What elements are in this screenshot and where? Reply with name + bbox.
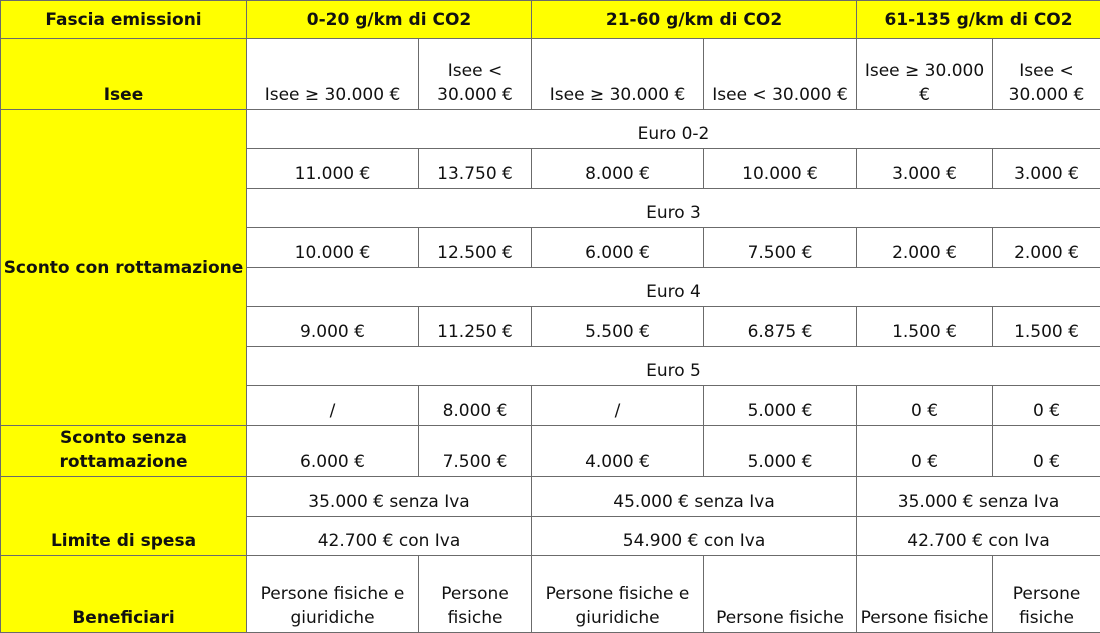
- euro-group-row: [1, 110, 1100, 149]
- value-cell: 8.000 €: [419, 386, 532, 426]
- euro-group-title: Euro 3: [247, 189, 1100, 228]
- value-cell: 11.000 €: [247, 149, 419, 189]
- euro-group-title: Euro 4: [247, 268, 1100, 307]
- value-cell: 13.750 €: [419, 149, 532, 189]
- value-cell: 0 €: [857, 426, 993, 477]
- value-cell: 2.000 €: [857, 228, 993, 268]
- isee-cell: Isee < 30.000 €: [993, 39, 1100, 110]
- limite-row: [1, 477, 1100, 517]
- value-cell: 7.500 €: [419, 426, 532, 477]
- beneficiari-cell: Persone fisiche: [857, 556, 993, 633]
- value-cell: 5.000 €: [704, 426, 857, 477]
- value-cell: 1.500 €: [993, 307, 1100, 347]
- value-cell: 2.000 €: [993, 228, 1100, 268]
- value-cell: 4.000 €: [532, 426, 704, 477]
- isee-row: [1, 39, 1100, 110]
- limite-label: Limite di spesa: [1, 477, 247, 556]
- value-cell: 6.000 €: [532, 228, 704, 268]
- limite-senza-iva: 35.000 € senza Iva: [247, 477, 532, 517]
- isee-cell: Isee ≥ 30.000 €: [857, 39, 993, 110]
- value-cell: 5.500 €: [532, 307, 704, 347]
- value-cell: 9.000 €: [247, 307, 419, 347]
- value-cell: 0 €: [993, 426, 1100, 477]
- isee-cell: Isee ≥ 30.000 €: [532, 39, 704, 110]
- value-cell: 6.000 €: [247, 426, 419, 477]
- beneficiari-row: [1, 556, 1100, 633]
- value-cell: 0 €: [993, 386, 1100, 426]
- value-cell: /: [247, 386, 419, 426]
- band-header: 21-60 g/km di CO2: [532, 1, 857, 39]
- limite-senza-iva: 35.000 € senza Iva: [857, 477, 1100, 517]
- isee-label: Isee: [1, 39, 247, 110]
- header-row: [1, 1, 1100, 39]
- sconto-senza-row: [1, 426, 1100, 477]
- value-cell: 1.500 €: [857, 307, 993, 347]
- band-header: 61-135 g/km di CO2: [857, 1, 1100, 39]
- value-cell: 12.500 €: [419, 228, 532, 268]
- beneficiari-cell: Persone fisiche: [704, 556, 857, 633]
- value-cell: 10.000 €: [247, 228, 419, 268]
- beneficiari-cell: Persone fisiche e giuridiche: [532, 556, 704, 633]
- limite-con-iva: 42.700 € con Iva: [857, 517, 1100, 556]
- beneficiari-cell: Persone fisiche e giuridiche: [247, 556, 419, 633]
- euro-group-title: Euro 0-2: [247, 110, 1100, 149]
- band-label: Fascia emissioni: [1, 1, 247, 39]
- limite-senza-iva: 45.000 € senza Iva: [532, 477, 857, 517]
- beneficiari-cell: Persone fisiche: [419, 556, 532, 633]
- beneficiari-cell: Persone fisiche: [993, 556, 1100, 633]
- euro-group-title: Euro 5: [247, 347, 1100, 386]
- limite-con-iva: 54.900 € con Iva: [532, 517, 857, 556]
- value-cell: 5.000 €: [704, 386, 857, 426]
- isee-cell: Isee < 30.000 €: [704, 39, 857, 110]
- isee-cell: Isee ≥ 30.000 €: [247, 39, 419, 110]
- band-header: 0-20 g/km di CO2: [247, 1, 532, 39]
- value-cell: 10.000 €: [704, 149, 857, 189]
- value-cell: /: [532, 386, 704, 426]
- beneficiari-label: Beneficiari: [1, 556, 247, 633]
- limite-con-iva: 42.700 € con Iva: [247, 517, 532, 556]
- value-cell: 8.000 €: [532, 149, 704, 189]
- isee-cell: Isee < 30.000 €: [419, 39, 532, 110]
- value-cell: 3.000 €: [993, 149, 1100, 189]
- value-cell: 7.500 €: [704, 228, 857, 268]
- sconto-senza-label: Sconto senza rottamazione: [1, 426, 247, 477]
- value-cell: 3.000 €: [857, 149, 993, 189]
- sconto-con-label: Sconto con rottamazione: [1, 110, 247, 426]
- value-cell: 6.875 €: [704, 307, 857, 347]
- value-cell: 0 €: [857, 386, 993, 426]
- value-cell: 11.250 €: [419, 307, 532, 347]
